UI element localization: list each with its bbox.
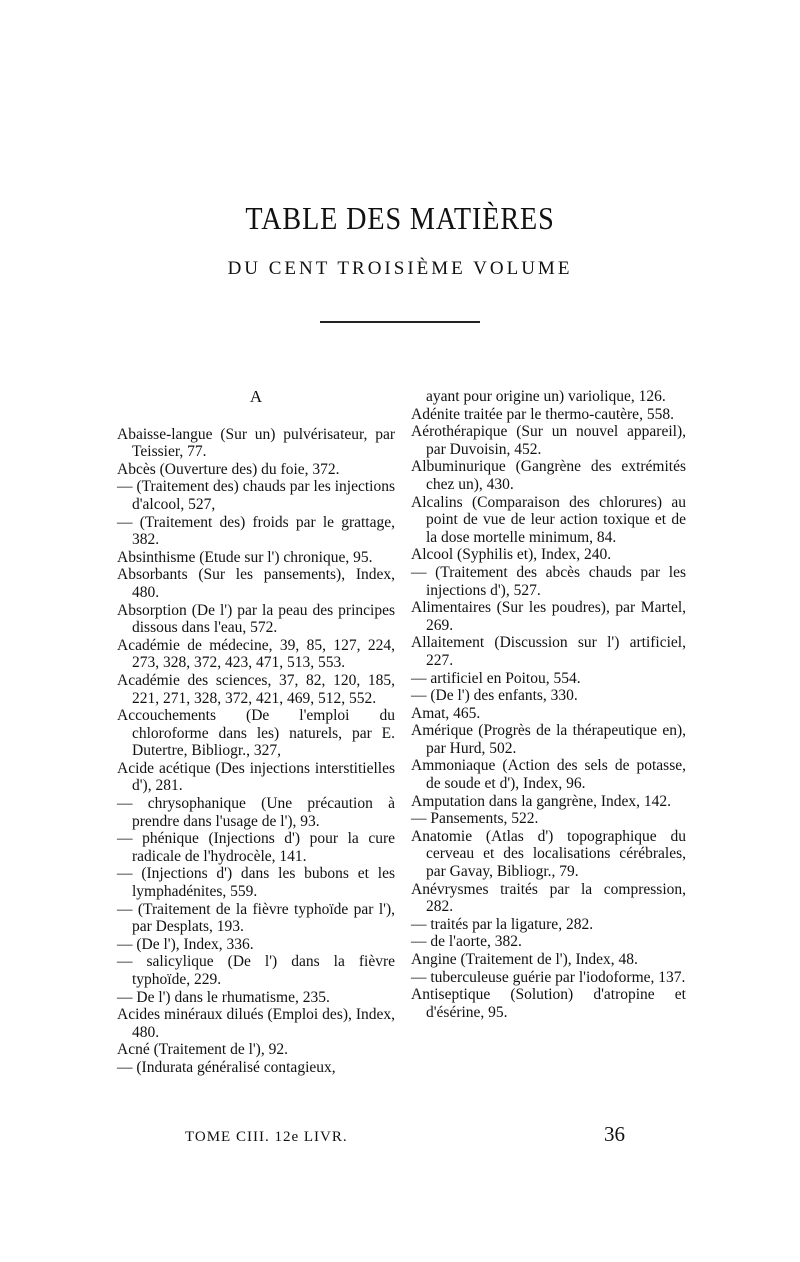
index-entry: Acides minéraux dilués (Emploi des), Index, 480. bbox=[117, 1006, 395, 1041]
volume-signature: TOME CIII. 12e LIVR. bbox=[185, 1129, 348, 1145]
index-entry: Anatomie (Atlas d') topographique du cerveau et des localisations cérébrales, par Gavay, Bibliogr., 79. bbox=[411, 827, 686, 881]
index-entry: Absorbants (Sur les pansements), Index, 480. bbox=[117, 566, 395, 601]
index-entry: Absorption (De l') par la peau des principes dissous dans l'eau, 572. bbox=[117, 601, 395, 637]
index-entry: Antiseptique (Solution) d'atropine et d'ésérine, 95. bbox=[411, 986, 686, 1021]
index-entry: — Pansements, 522. bbox=[411, 810, 539, 828]
index-entry: — de l'aorte, 382. bbox=[411, 933, 522, 951]
index-entry: — traités par la ligature, 282. bbox=[411, 915, 594, 933]
index-entry: Accouchements (De l'emploi du chloroforme dans les) naturels, par E. Dutertre, Bibliogr., 327, bbox=[117, 707, 395, 760]
index-column-right bbox=[411, 388, 686, 1021]
index-entry: — tuberculeuse guérie par l'iodoforme, 137. bbox=[411, 968, 686, 986]
index-entry: Albuminurique (Gangrène des extrémités chez un), 430. bbox=[411, 458, 686, 493]
index-entry: — artificiel en Poitou, 554. bbox=[411, 669, 581, 687]
index-entry: Anévrysmes traités par la compression, 282. bbox=[411, 880, 686, 916]
index-entry: Alcalins (Comparaison des chlorures) au point de vue de leur action toxique et de la dose mortelle minimum, 84. bbox=[411, 493, 686, 546]
index-entry: Angine (Traitement de l'), Index, 48. bbox=[411, 951, 638, 968]
index-entry: — (De l') des enfants, 330. bbox=[411, 687, 578, 705]
index-entry: Acide acétique (Des injections interstitielles d'), 281. bbox=[117, 759, 395, 795]
index-entry: Allaitement (Discussion sur l') artificiel, 227. bbox=[411, 634, 686, 669]
page-title: TABLE DES MATIÈRES bbox=[245, 200, 555, 236]
index-entry: Adénite traitée par le thermo-cautère, 558. bbox=[411, 405, 674, 423]
page-subtitle: DU CENT TROISIÈME VOLUME bbox=[227, 258, 573, 279]
index-entry: Alimentaires (Sur les poudres), par Martel, 269. bbox=[411, 599, 686, 634]
index-entry: Académie de médecine, 39, 85, 127, 224, 273, 328, 372, 423, 471, 513, 553. bbox=[117, 636, 395, 672]
index-entry: — (Traitement des) chauds par les injections d'alcool, 527, bbox=[117, 478, 395, 513]
index-entry: Amat, 465. bbox=[411, 704, 481, 722]
index-entry: — chrysophanique (Une précaution à prendre dans l'usage de l'), 93. bbox=[117, 795, 395, 830]
index-entry-continued: ayant pour origine un) variolique, 126. bbox=[426, 388, 666, 405]
index-entry: — phénique (Injections d') pour la cure radicale de l'hydrocèle, 141. bbox=[117, 830, 395, 865]
index-entry: Académie des sciences, 37, 82, 120, 185, 221, 271, 328, 372, 421, 469, 512, 552. bbox=[117, 671, 395, 707]
index-entry: — De l') dans le rhumatisme, 235. bbox=[117, 988, 330, 1006]
index-entry: — (Indurata généralisé contagieux, bbox=[117, 1058, 336, 1076]
index-column-left bbox=[117, 388, 395, 1077]
index-entry: Alcool (Syphilis et), Index, 240. bbox=[411, 546, 612, 564]
index-entry: Amérique (Progrès de la thérapeutique en), par Hurd, 502. bbox=[411, 722, 686, 757]
index-entry: Abaisse-langue (Sur un) pulvérisateur, par Teissier, 77. bbox=[117, 425, 395, 461]
index-entry: Aérothérapique (Sur un nouvel appareil), par Duvoisin, 452. bbox=[411, 423, 686, 458]
section-letter: A bbox=[249, 387, 263, 406]
index-entry: Ammoniaque (Action des sels de potasse, de soude et d'), Index, 96. bbox=[411, 757, 686, 793]
index-entry: — salicylique (De l') dans la fièvre typhoïde, 229. bbox=[117, 953, 395, 988]
title-divider bbox=[320, 321, 480, 323]
index-entry: Amputation dans la gangrène, Index, 142. bbox=[411, 792, 671, 810]
index-entry: — (Traitement de la fièvre typhoïde par l'), par Desplats, 193. bbox=[117, 900, 395, 936]
index-entry: Absinthisme (Etude sur l') chronique, 95. bbox=[117, 548, 373, 566]
index-entry: Abcès (Ouverture des) du foie, 372. bbox=[117, 460, 340, 478]
page-number: 36 bbox=[604, 1122, 625, 1146]
index-entry: — (Traitement des abcès chauds par les injections d'), 527. bbox=[411, 563, 686, 599]
index-entry: — (Injections d') dans les bubons et les lymphadénites, 559. bbox=[117, 865, 395, 901]
index-entry: — (De l'), Index, 336. bbox=[117, 935, 254, 953]
index-entry: Acné (Traitement de l'), 92. bbox=[117, 1041, 288, 1059]
index-entry: — (Traitement des) froids par le grattage, 382. bbox=[117, 513, 395, 549]
